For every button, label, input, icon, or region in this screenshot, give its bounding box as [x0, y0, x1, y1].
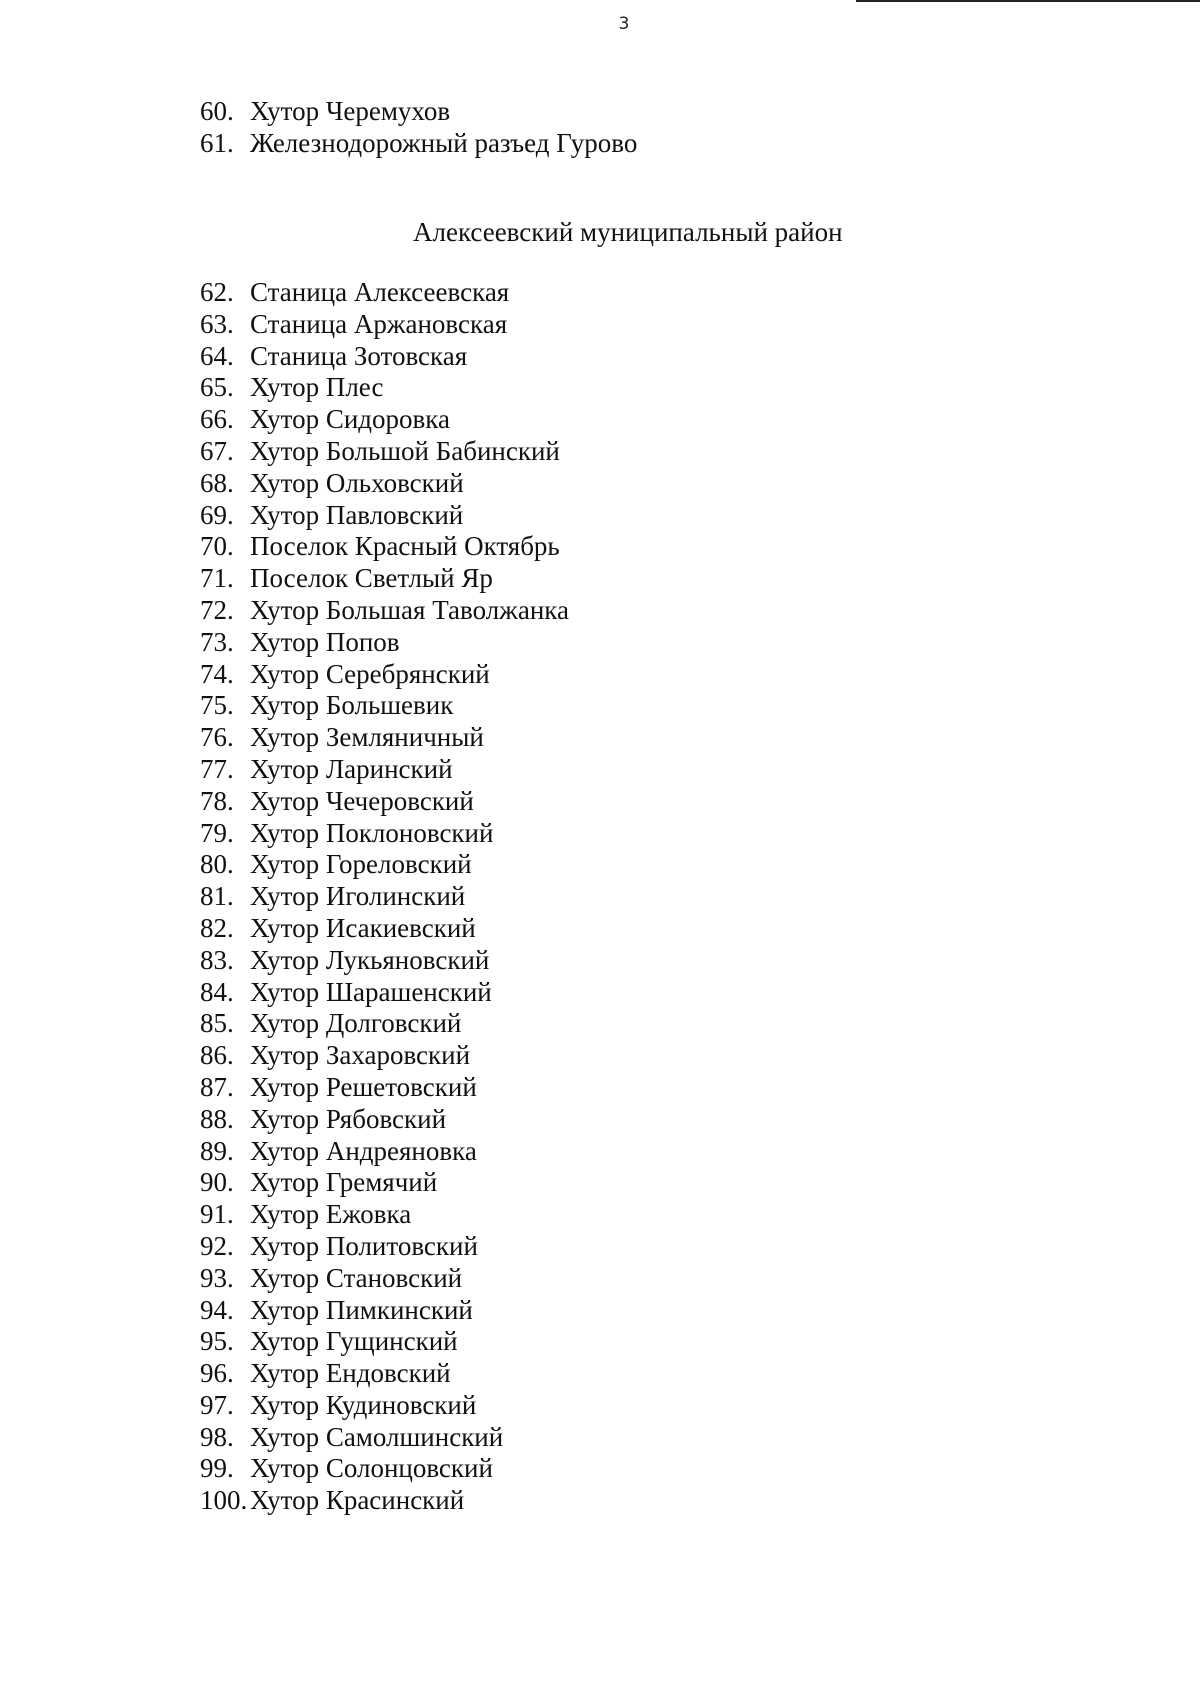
list-item — [200, 690, 569, 722]
list-item — [200, 563, 569, 595]
item-number: 96. — [200, 1358, 234, 1389]
list-item — [200, 945, 569, 977]
item-number: 64. — [200, 340, 234, 371]
item-number: 81. — [200, 881, 234, 912]
item-number: 93. — [200, 1262, 234, 1293]
list-item — [200, 595, 569, 627]
item-name: Хутор Решетовский — [250, 1071, 477, 1102]
item-name: Хутор Гореловский — [250, 849, 472, 880]
item-number: 76. — [200, 722, 234, 753]
list-item — [200, 1136, 569, 1168]
item-name: Хутор Ольховский — [250, 467, 464, 498]
list-item — [200, 1072, 569, 1104]
item-name: Поселок Красный Октябрь — [250, 531, 560, 562]
list-item — [200, 436, 569, 468]
list-item — [200, 913, 569, 945]
item-name: Хутор Большевик — [250, 690, 454, 721]
item-number: 98. — [200, 1421, 234, 1452]
item-name: Хутор Исакиевский — [250, 912, 476, 943]
list-item — [200, 1453, 569, 1485]
item-number: 80. — [200, 849, 234, 880]
top-list — [200, 96, 637, 160]
item-number: 65. — [200, 372, 234, 403]
item-name: Хутор Ларинский — [250, 753, 453, 784]
item-number: 78. — [200, 785, 234, 816]
list-item — [200, 754, 569, 786]
item-name: Хутор Пимкинский — [250, 1294, 473, 1325]
list-item — [200, 468, 569, 500]
item-name: Хутор Иголинский — [250, 881, 466, 912]
list-item — [200, 722, 569, 754]
item-name: Хутор Андреяновка — [250, 1135, 477, 1166]
item-name: Хутор Захаровский — [250, 1040, 471, 1071]
list-item — [200, 404, 569, 436]
item-name: Железнодорожный разъед Гурово — [250, 127, 638, 158]
item-name: Хутор Чечеровский — [250, 785, 474, 816]
item-number: 91. — [200, 1199, 234, 1230]
item-number: 95. — [200, 1326, 234, 1357]
item-name: Хутор Большой Бабинский — [250, 435, 560, 466]
list-item — [200, 818, 569, 850]
item-name: Хутор Гущинский — [250, 1326, 458, 1357]
list-item — [200, 1485, 569, 1517]
list-item — [200, 372, 569, 404]
item-number: 85. — [200, 1008, 234, 1039]
section-title: Алексеевский муниципальный район — [413, 217, 843, 247]
list-item — [200, 1295, 569, 1327]
list-item — [200, 977, 569, 1009]
item-name: Станица Аржановская — [250, 308, 508, 339]
item-number: 86. — [200, 1040, 234, 1071]
item-number: 69. — [200, 499, 234, 530]
item-name: Хутор Солонцовский — [250, 1453, 493, 1484]
list-item — [200, 277, 569, 309]
item-name: Хутор Плес — [250, 372, 384, 403]
list-item — [200, 96, 637, 128]
item-name: Хутор Ежовка — [250, 1199, 412, 1230]
item-name: Хутор Сидоровка — [250, 404, 450, 435]
item-name: Хутор Земляничный — [250, 722, 484, 753]
list-item — [200, 1358, 569, 1390]
item-name: Хутор Гремячий — [250, 1167, 438, 1198]
item-number: 100. — [200, 1485, 248, 1516]
item-number: 79. — [200, 817, 234, 848]
list-item — [200, 1231, 569, 1263]
item-number: 89. — [200, 1135, 234, 1166]
item-number: 74. — [200, 658, 234, 689]
list-item — [200, 659, 569, 691]
item-name: Поселок Светлый Яр — [250, 563, 493, 594]
list-item — [200, 500, 569, 532]
list-item — [200, 1422, 569, 1454]
list-item — [200, 849, 569, 881]
item-name: Станица Зотовская — [250, 340, 468, 371]
item-number: 67. — [200, 435, 234, 466]
item-number: 92. — [200, 1230, 234, 1261]
item-number: 62. — [200, 277, 234, 307]
item-number: 82. — [200, 912, 234, 943]
item-name: Хутор Шарашенский — [250, 976, 492, 1007]
item-number: 77. — [200, 753, 234, 784]
item-number: 73. — [200, 626, 234, 657]
item-number: 61. — [200, 127, 234, 158]
item-name: Хутор Поклоновский — [250, 817, 494, 848]
item-number: 71. — [200, 563, 234, 594]
item-name: Хутор Павловский — [250, 499, 464, 530]
page-number: 3 — [618, 14, 630, 34]
item-number: 97. — [200, 1389, 234, 1420]
item-number: 66. — [200, 404, 234, 435]
list-item — [200, 1390, 569, 1422]
settlement-list — [200, 277, 569, 1517]
list-item — [200, 881, 569, 913]
item-number: 75. — [200, 690, 234, 721]
item-number: 60. — [200, 96, 234, 126]
item-name: Хутор Лукьяновский — [250, 944, 490, 975]
list-item — [200, 128, 637, 160]
list-item — [200, 786, 569, 818]
item-number: 63. — [200, 308, 234, 339]
item-number: 90. — [200, 1167, 234, 1198]
list-item — [200, 531, 569, 563]
item-number: 88. — [200, 1103, 234, 1134]
list-item — [200, 1199, 569, 1231]
item-number: 68. — [200, 467, 234, 498]
item-name: Хутор Ендовский — [250, 1358, 451, 1389]
list-item — [200, 1040, 569, 1072]
item-name: Хутор Становский — [250, 1262, 463, 1293]
item-name: Станица Алексеевская — [250, 277, 510, 307]
item-number: 72. — [200, 594, 234, 625]
item-name: Хутор Политовский — [250, 1230, 478, 1261]
item-name: Хутор Самолшинский — [250, 1421, 504, 1452]
item-name: Хутор Большая Таволжанка — [250, 594, 569, 625]
list-item — [200, 1008, 569, 1040]
list-item — [200, 341, 569, 373]
item-number: 84. — [200, 976, 234, 1007]
item-number: 70. — [200, 531, 234, 562]
item-number: 83. — [200, 944, 234, 975]
item-name: Хутор Попов — [250, 626, 400, 657]
list-item — [200, 627, 569, 659]
item-name: Хутор Черемухов — [250, 96, 451, 126]
item-number: 99. — [200, 1453, 234, 1484]
list-item — [200, 1263, 569, 1295]
item-number: 87. — [200, 1071, 234, 1102]
item-name: Хутор Долговский — [250, 1008, 462, 1039]
item-name: Хутор Рябовский — [250, 1103, 447, 1134]
item-name: Хутор Кудиновский — [250, 1389, 477, 1420]
item-name: Хутор Красинский — [250, 1485, 465, 1516]
item-name: Хутор Серебрянский — [250, 658, 490, 689]
list-item — [200, 1167, 569, 1199]
list-item — [200, 1326, 569, 1358]
scan-edge-line — [856, 0, 1200, 2]
item-number: 94. — [200, 1294, 234, 1325]
list-item — [200, 1104, 569, 1136]
list-item — [200, 309, 569, 341]
